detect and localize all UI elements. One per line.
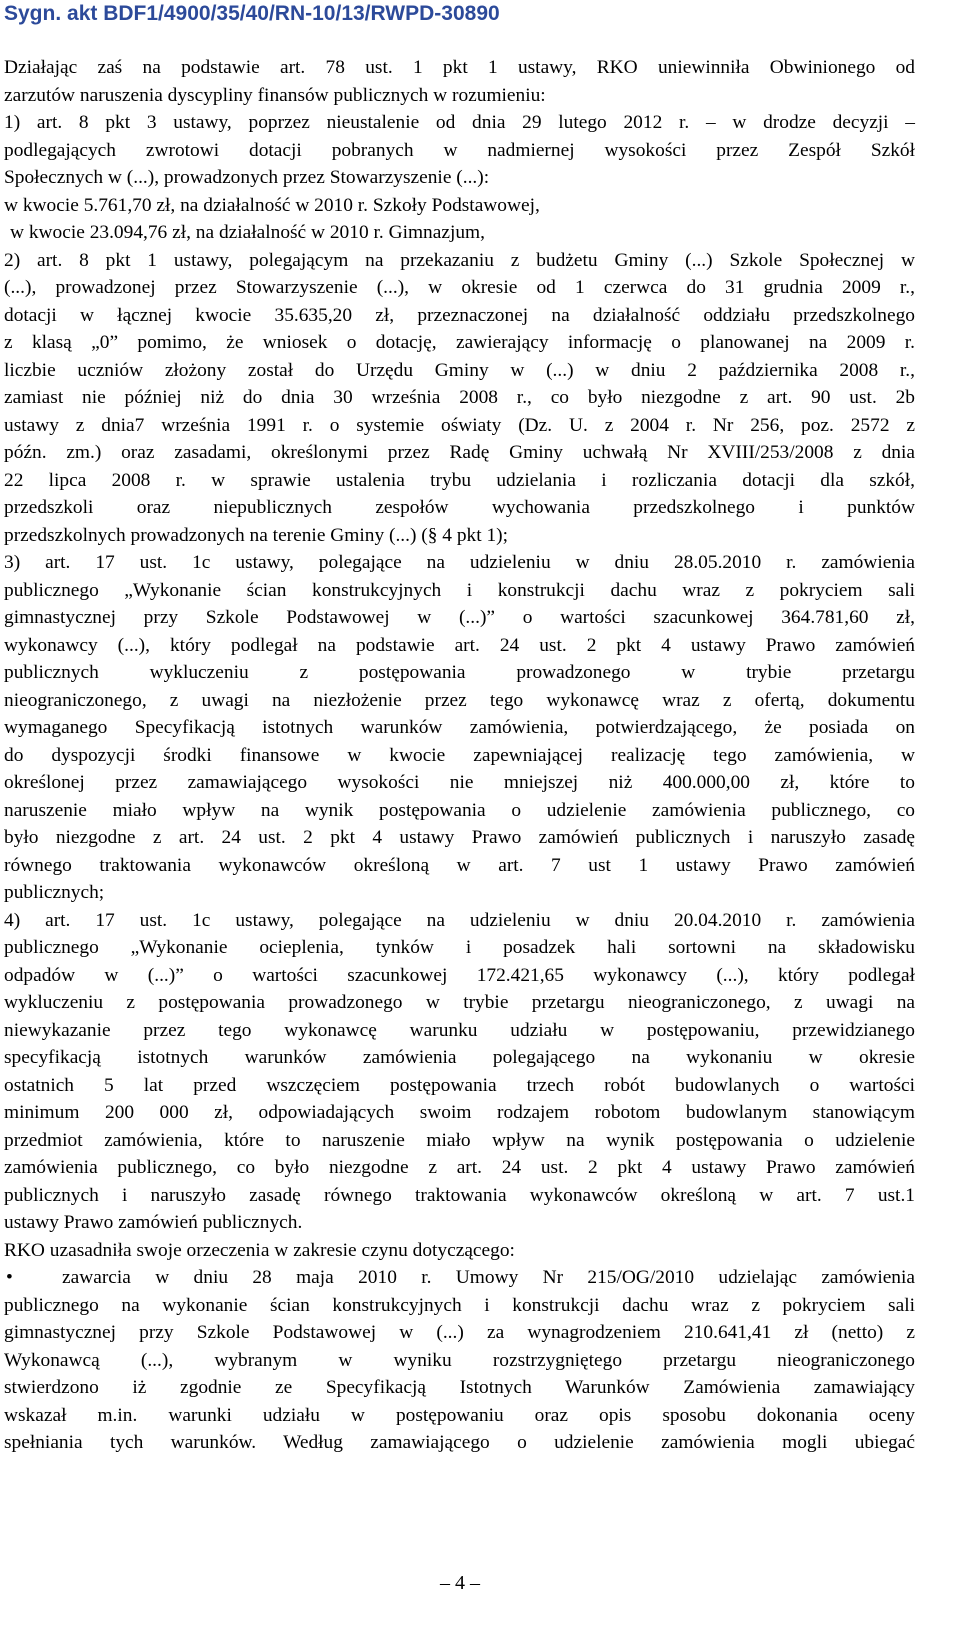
- paragraph-line: Działając zaś na podstawie art. 78 ust. 1 pkt 1 ustawy, RKO uniewinniła Obwinionego od: [4, 57, 915, 78]
- paragraph-line: Wykonawcą (...), wybranym w wyniku rozstrzygniętego przetargu nieograniczonego: [4, 1349, 915, 1371]
- paragraph-line: specyfikacją istotnych warunków zamówienia polegającego na wykonaniu w okresie: [4, 1047, 915, 1068]
- paragraph-line: publicznego na wykonanie ścian konstrukcyjnych i konstrukcji dachu wraz z pokryciem sali: [4, 1294, 915, 1316]
- paragraph-line: w kwocie 5.761,70 zł, na działalność w 2010 r. Szkoły Podstawowej,: [4, 194, 540, 216]
- paragraph-line: gimnastycznej przy Szkole Podstawowej w (...)” o wartości szacunkowej 364.781,60 zł,: [4, 607, 915, 628]
- paragraph-line: 22 lipca 2008 r. w sprawie ustalenia trybu udzielania i rozliczania dotacji dla szkół,: [4, 469, 915, 491]
- paragraph-line: zamówienia publicznego, co było niezgodne z art. 24 ust. 2 pkt 4 ustawy Prawo zamówień: [4, 1157, 915, 1178]
- paragraph-line: późn. zm.) oraz zasadami, określonymi przez Radę Gminy uchwałą Nr XVIII/253/2008 z dnia: [4, 442, 915, 463]
- paragraph-line: spełniania tych warunków. Według zamawiającego o udzielenie zamówienia mogli ubiegać: [4, 1432, 915, 1453]
- paragraph-line: z klasą „0” pomimo, że wniosek o dotację, zawierający informację o planowanej na 2009 r.: [4, 332, 915, 353]
- paragraph-line: publicznych wykluczeniu z postępowania prowadzonego w trybie przetargu: [4, 662, 915, 683]
- paragraph-line: 4) art. 17 ust. 1c ustawy, polegające na udzieleniu w dniu 20.04.2010 r. zamówienia: [4, 909, 915, 931]
- bullet-list-item: [4, 1264, 915, 1292]
- paragraph-line: w kwocie 23.094,76 zł, na działalność w 2010 r. Gimnazjum,: [10, 222, 485, 243]
- paragraph-line: liczbie uczniów złożony został do Urzędu Gminy w (...) w dniu 2 października 2008 r.,: [4, 359, 915, 381]
- paragraph-line: Społecznych w (...), prowadzonych przez Stowarzyszenie (...):: [4, 167, 490, 188]
- paragraph-line: przedszkoli oraz niepublicznych zespołów wychowania przedszkolnego i punktów: [4, 497, 915, 518]
- paragraph-line: ustawy z dnia7 września 1991 r. o systemie oświaty (Dz. U. z 2004 r. Nr 256, poz. 2572 z: [4, 414, 915, 436]
- paragraph-line: podlegających zwrotowi dotacji pobranych w nadmiernej wysokości przez Zespół Szkół: [4, 139, 915, 161]
- paragraph-line: równego traktowania wykonawców określoną w art. 7 ust 1 ustawy Prawo zamówień: [4, 854, 915, 876]
- paragraph-line: publicznych;: [4, 882, 105, 903]
- paragraph-line: 2) art. 8 pkt 1 ustawy, polegającym na przekazaniu z budżetu Gminy (...) Szkole Społecznej w: [4, 249, 915, 271]
- bullet-point-icon: •: [6, 1267, 13, 1288]
- paragraph-line: RKO uzasadniła swoje orzeczenia w zakresie czynu dotyczącego:: [4, 1239, 515, 1261]
- paragraph-line: określonej przez zamawiającego wysokości nie mniejszej niż 400.000,00 zł, które to: [4, 772, 915, 793]
- paragraph-line: wykonawcy (...), który podlegał na podstawie art. 24 ust. 2 pkt 4 ustawy Prawo zamówień: [4, 634, 915, 656]
- paragraph-line: ostatnich 5 lat przed wszczęciem postępowania trzech robót budowlanych o wartości: [4, 1074, 915, 1096]
- paragraph-line: do dyspozycji środki finansowe w kwocie zapewniającej realizację tego zamówienia, w: [4, 744, 915, 766]
- paragraph-line: niewykazanie przez tego wykonawcę warunku udziału w postępowaniu, przewidzianego: [4, 1019, 915, 1041]
- paragraph-line: ustawy Prawo zamówień publicznych.: [4, 1212, 303, 1233]
- paragraph-line: naruszenie miało wpływ na wynik postępowania o udzielenie zamówienia publicznego, co: [4, 799, 915, 821]
- case-reference-header: Sygn. akt BDF1/4900/35/40/RN-10/13/RWPD-30890: [4, 2, 500, 25]
- paragraph-line: zarzutów naruszenia dyscypliny finansów publicznych w rozumieniu:: [4, 84, 546, 106]
- paragraph-line: wykluczeniu z postępowania prowadzonego w trybie przetargu nieograniczonego, z uwagi na: [4, 992, 915, 1013]
- paragraph-line: było niezgodne z art. 24 ust. 2 pkt 4 ustawy Prawo zamówień publicznych i naruszyło zasadę: [4, 827, 915, 848]
- paragraph-line: nieograniczonego, z uwagi na niezłożenie przez tego wykonawcę wraz z ofertą, dokumentu: [4, 689, 915, 711]
- paragraph-line: 1) art. 8 pkt 3 ustawy, poprzez nieustalenie od dnia 29 lutego 2012 r. – w drodze decyzji –: [4, 112, 915, 133]
- page-number: – 4 –: [440, 1572, 480, 1594]
- paragraph-line: publicznych i naruszyło zasadę równego traktowania wykonawców określoną w art. 7 ust.1: [4, 1184, 915, 1206]
- bullet-item-text: zawarcia w dniu 28 maja 2010 r. Umowy Nr 215/OG/2010 udzielając zamówienia: [62, 1267, 915, 1288]
- paragraph-line: gimnastycznej przy Szkole Podstawowej w (...) za wynagrodzeniem 210.641,41 zł (netto) z: [4, 1322, 915, 1343]
- paragraph-line: stwierdzono iż zgodnie ze Specyfikacją Istotnych Warunków Zamówienia zamawiający: [4, 1377, 915, 1398]
- paragraph-line: wskazał m.in. warunki udziału w postępowaniu oraz opis sposobu dokonania oceny: [4, 1404, 915, 1426]
- paragraph-line: przedszkolnych prowadzonych na terenie Gminy (...) (§ 4 pkt 1);: [4, 524, 508, 546]
- paragraph-line: (...), prowadzonej przez Stowarzyszenie (...), w okresie od 1 czerwca do 31 grudnia 2009 r.,: [4, 277, 915, 298]
- paragraph-line: wymaganego Specyfikacją istotnych warunków zamówienia, potwierdzającego, że posiada on: [4, 717, 915, 738]
- paragraph-line: minimum 200 000 zł, odpowiadających swoim rodzajem robotom budowlanym stanowiącym: [4, 1102, 915, 1123]
- paragraph-line: przedmiot zamówienia, które to naruszenie miało wpływ na wynik postępowania o udzielenie: [4, 1129, 915, 1151]
- paragraph-line: 3) art. 17 ust. 1c ustawy, polegające na udzieleniu w dniu 28.05.2010 r. zamówienia: [4, 552, 915, 573]
- paragraph-line: publicznego „Wykonanie ocieplenia, tynków i posadzek hali sortowni na składowisku: [4, 937, 915, 958]
- paragraph-line: dotacji w łącznej kwocie 35.635,20 zł, przeznaczonej na działalność oddziału przedszkolnego: [4, 304, 915, 326]
- document-body: [4, 54, 915, 1457]
- paragraph-line: odpadów w (...)” o wartości szacunkowej 172.421,65 wykonawcy (...), który podlegał: [4, 964, 915, 986]
- paragraph-line: zamiast nie później niż do dnia 30 września 2008 r., co było niezgodne z art. 90 ust. 2b: [4, 387, 915, 408]
- paragraph-line: publicznego „Wykonanie ścian konstrukcyjnych i konstrukcji dachu wraz z pokryciem sali: [4, 579, 915, 601]
